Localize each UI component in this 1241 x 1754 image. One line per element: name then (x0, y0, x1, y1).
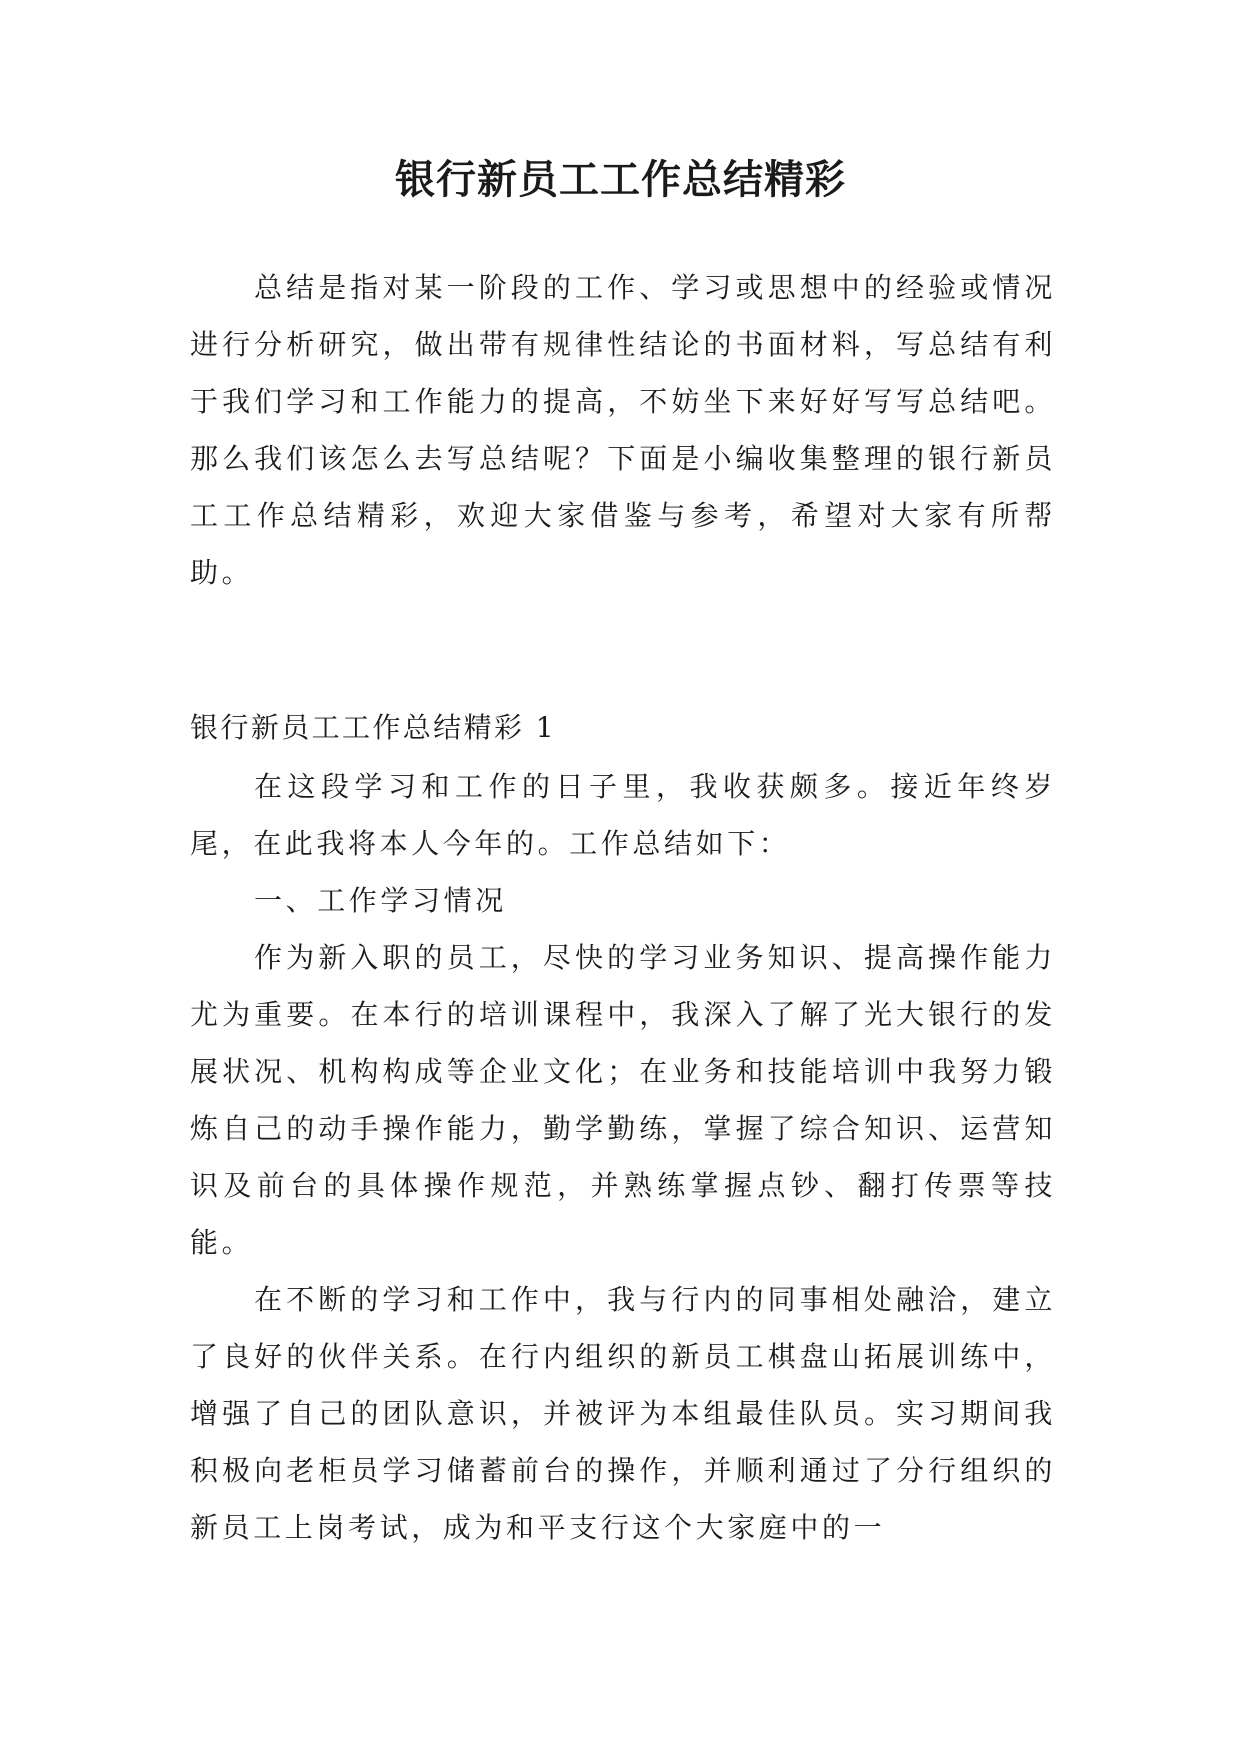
body-paragraph: 在这段学习和工作的日子里，我收获颇多。接近年终岁尾，在此我将本人今年的。工作总结如下： (190, 770, 1056, 860)
page-title: 银行新员工工作总结精彩 (395, 156, 846, 203)
section-heading: 银行新员工工作总结精彩 1 (190, 711, 556, 744)
subsection-heading: 一、工作学习情况 (254, 884, 507, 917)
intro-paragraph: 总结是指对某一阶段的工作、学习或思想中的经验或情况进行分析研究，做出带有规律性结论的书面材料，写总结有利于我们学习和工作能力的提高，不妨坐下来好好写写总结吧。那么我们该怎么去写总结呢？下面是小编收集整理的银行新员工工作总结精彩，欢迎大家借鉴与参考，希望对大家有所帮助。 (190, 271, 1056, 589)
body-paragraph: 作为新入职的员工，尽快的学习业务知识、提高操作能力尤为重要。在本行的培训课程中，我深入了解了光大银行的发展状况、机构构成等企业文化；在业务和技能培训中我努力锻炼自己的动手操作能力，勤学勤练，掌握了综合知识、运营知识及前台的具体操作规范，并熟练掌握点钞、翻打传票等技能。 (190, 941, 1056, 1259)
body-paragraph: 在不断的学习和工作中，我与行内的同事相处融洽，建立了良好的伙伴关系。在行内组织的新员工棋盘山拓展训练中，增强了自己的团队意识，并被评为本组最佳队员。实习期间我积极向老柜员学习储蓄前台的操作，并顺利通过了分行组织的新员工上岗考试，成为和平支行这个大家庭中的一 (190, 1283, 1056, 1544)
